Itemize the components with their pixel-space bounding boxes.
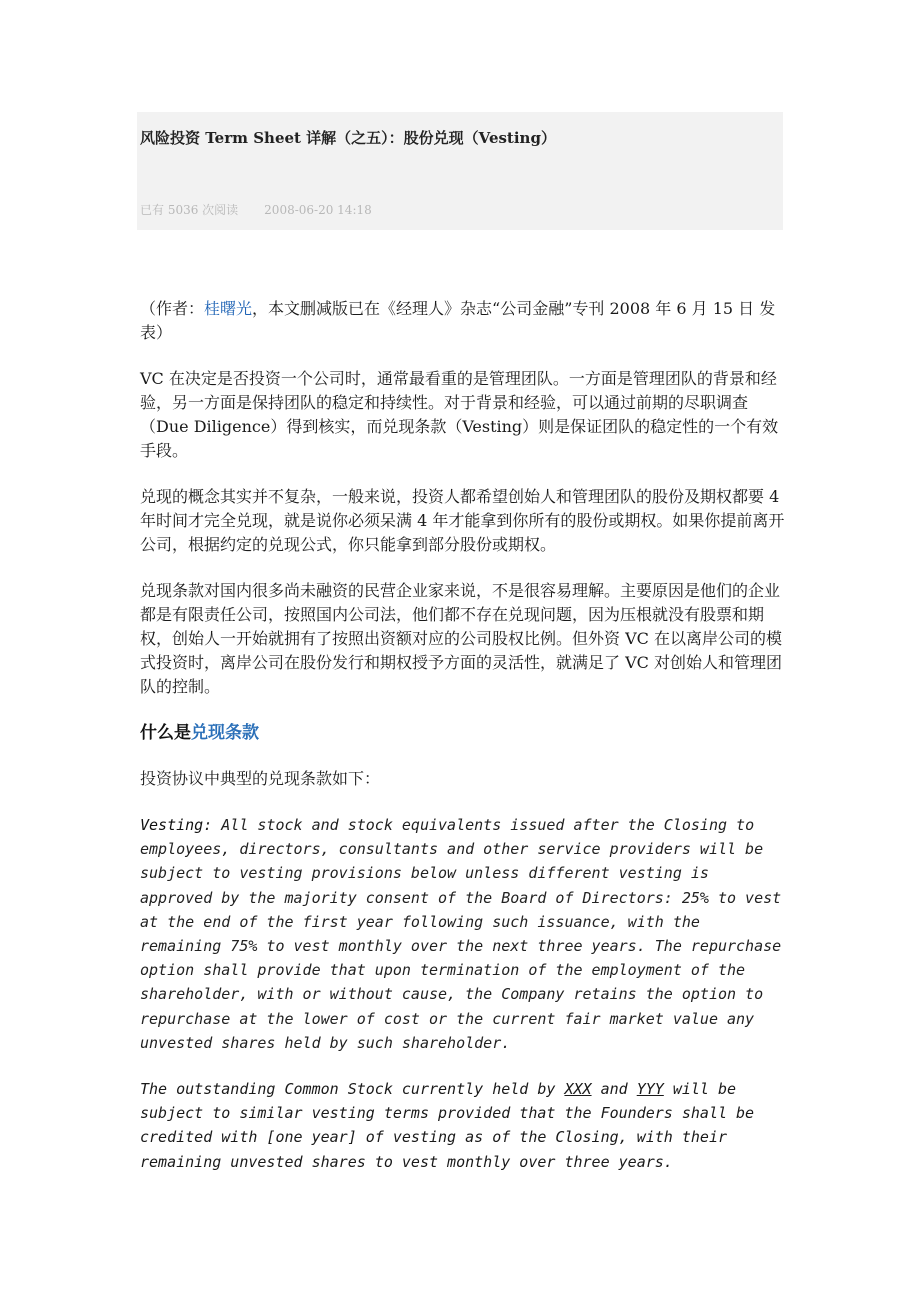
article-meta — [140, 201, 372, 218]
view-count: 已有 5036 次阅读 — [140, 203, 239, 217]
placeholder-xxx: XXX — [564, 1080, 592, 1099]
section-heading: 什么是兑现条款 — [140, 723, 259, 743]
paragraph: 兑现条款对国内很多尚未融资的民营企业家来说，不是很容易理解。主要原因是他们的企业都是有限责任公司，按照国内公司法，他们都不存在兑现问题，因为压根就没有股票和期权，创始人一开始就拥有了按照出资额对应的公司股权比例。但外资 VC 在以离岸公司的模式投资时，离岸公司在股份发行和期权授予方面的灵活性，就满足了 VC 对创始人和管理团队的控制。 — [140, 581, 782, 696]
clause-term: Vesting — [140, 816, 204, 834]
paragraph: VC 在决定是否投资一个公司时，通常最看重的是管理团队。一方面是管理团队的背景和经验，另一方面是保持团队的稳定和持续性。对于背景和经验，可以通过前期的尽职调查（Due Diligence）得到核实，而兑现条款（Vesting）则是保证团队的稳定性的一个有效手段。 — [140, 369, 779, 460]
vesting-clause: Vesting: All stock and stock equivalents issued after the Closing to employees, directors, consultants and other service providers will be subject to vesting provisions below unless different vesting is approved by the majority consent of the Board of Directors: 25% to vest at the end of the first year following such issuance, with the remaining 75% to vest monthly over the next three years. The repurchase option shall provide that upon termination of the employment of the shareholder, with or without cause, the Company retains the option to repurchase at the lower of cost or the current fair market value any unvested shares held by such shareholder. — [140, 816, 782, 1052]
article-title: 风险投资 Term Sheet 详解（之五）：股份兑现（Vesting） — [140, 129, 556, 147]
clause-intro: 投资协议中典型的兑现条款如下： — [140, 769, 381, 788]
author-link[interactable]: 桂曙光 — [204, 299, 253, 318]
publish-date: 2008-06-20 14:18 — [264, 203, 372, 217]
byline: （作者：桂曙光，本文删减版已在《经理人》杂志“公司金融”专刊 2008 年 6 月 15 日 发表） — [140, 299, 776, 342]
paragraph: 兑现的概念其实并不复杂，一般来说，投资人都希望创始人和管理团队的股份及期权都要 4 年时间才完全兑现，就是说你必须呆满 4 年才能拿到你所有的股份或期权。如果你提前离开公司，根据约定的兑现公式，你只能拿到部分股份或期权。 — [140, 487, 785, 554]
placeholder-yyy: YYY — [636, 1080, 664, 1099]
founder-clause: The outstanding Common Stock currently held by XXX and YYY will be subject to similar vesting terms provided that the Founders shall be credited with [one year] of vesting as of the Closing, with their remaining unvested shares to vest monthly over three years. — [140, 1080, 755, 1171]
article-body — [140, 297, 790, 1196]
section-link[interactable]: 兑现条款 — [191, 723, 259, 743]
